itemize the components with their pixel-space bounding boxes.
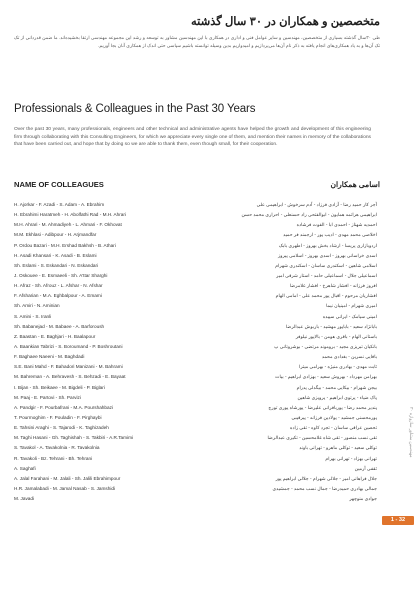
english-name-row: M. Bahreman - A. Behravesh - S. Behzadi - E. Bayaat — [14, 374, 126, 380]
english-name-row: A. Jalal Farahani - M. Jalali - Sh. Jalili Ebrahimpour — [14, 475, 121, 481]
persian-name-row: آجر کار حمید رضا - آزادی فرزاد - آدم سرخوش - ابراهیمی علی — [256, 202, 377, 207]
english-name-row: S. Tavakol - A. Tavakolnia - R. Tavakolnia — [14, 445, 100, 451]
english-name-row: S.E. Bani Mahd - F. Bahadori Manizani - M. Bahrami — [14, 364, 123, 370]
english-intro-paragraph: Over the past 30 years, many professionals, engineers and other technical and administrative agents have helped the growth and development of this engineering firm through collaborating with this Consulting Engineers, for which we appreciate every single one of them, and mention their names in memory of the collaborations that have been carried out, and hope that by doing so we are able to thank them, even though small, for their cooperation. — [14, 127, 371, 148]
persian-name-row: پندیر محمد رضا - پوربافرانی علیرضا - پورشاه پوری تورج — [268, 404, 377, 410]
persian-name-row: احمدیه شهناز - احمدی ابا - الفوت فرشاده — [296, 222, 377, 228]
english-name-row: Sh. Eslami - S. Eskandari - N. Eskandari — [14, 262, 99, 268]
english-name-row: M.H. Ahrari - M. Ahmadiyeh - L. Ahmari - F. Okhovat — [14, 222, 122, 228]
english-name-row: J. Oskouee - E. Esmaeeli - Sh. A'ttar Sharghi — [14, 272, 108, 278]
english-name-row: R. Tavakoli - Bz. Tehrani - Bh. Tehrani — [14, 455, 93, 461]
persian-names-list — [203, 200, 377, 504]
english-name-row: P. Ordou Bazari - M.H. Ershad Bakhsh - B. Athari — [14, 242, 116, 248]
english-name-row: S. Amini - S. Iranli — [14, 313, 52, 319]
persian-name-row: بانکیان تبریزی مجید - بروموند مرتضی - بوشروتانی پ — [274, 343, 377, 349]
english-name-row: A. Baankian Tabrizi - S. Boroumand - P. Boshroutani — [14, 343, 123, 349]
english-column-heading: NAME OF COLLEAGUES — [14, 180, 104, 189]
persian-name-row: تحصین عراقی ساسان - تجرد کاوه - تقی زاده — [290, 425, 377, 431]
english-name-row: H. Ajorkar - F. Azadi - S. Adam - A. Ebrahim — [14, 202, 105, 207]
persian-name-row: بهرامن مهرداد - بهروش سعید - بهزادی ابراهیم - بیات — [275, 374, 377, 380]
english-names-list — [14, 200, 198, 504]
english-title: Professionals & Colleagues in the Past 30 Years — [14, 103, 256, 115]
persian-name-row: باستانی الهام - باقری هومن - بالاپور نیلوفر — [295, 333, 377, 339]
persian-name-row: پاک ضیاء - پرتوی ابراهیم - پرویزی شاهین — [297, 394, 377, 400]
english-name-row: F. Afsharian - M.A. Eghbalpour - A. Emami — [14, 293, 102, 299]
persian-name-row: اسماعیلی جلال - اسماعیلی حامد - استار شرقی امیر — [276, 272, 377, 278]
persian-name-row: اخلاصی محمد مهدی - ادیب پور - ارجمند فر حمید — [283, 232, 377, 238]
persian-name-row: امیری شهرام - امینیان نیما — [326, 303, 377, 309]
persian-name-row: تهرانی بهزاد - تهرانی بهرام — [325, 455, 377, 461]
english-name-row: Sh. Amiri - N. Aminian — [14, 303, 60, 309]
persian-name-row: بیجن شهرام - بیکایی محمد - بیگدلی پدرام — [296, 384, 377, 390]
english-name-row: T. Pourmoghim - F. Pouladin - F. Pirghaybi — [14, 414, 102, 420]
persian-name-row: ثابت مهدی - بهادری منیژه - بهرامی میترا — [299, 364, 377, 370]
persian-name-row: اسلامی شاهین - اسکندری ساسان - اسکندری شهرام — [275, 262, 377, 268]
persian-name-row: افروز فرزانه - افشار شاهرخ - افشار غلامرضا — [289, 283, 377, 289]
persian-name-row: ابراهیمی هراتمه همایون - ابوالفتحی راد حسنعلی - احراری محمد حسن — [241, 212, 377, 218]
english-name-row: E. Tahsini Araghi - S. Tajarodi - K. Taghizadeh — [14, 425, 109, 431]
english-name-row: Z. Baastan - E. Baghjari - H. Baalapour — [14, 333, 96, 339]
english-name-row: F. Baghaee Naeeni - M. Baghdadi — [14, 354, 85, 360]
persian-name-row: بابانژاد سعید - باباپور مهشید - باربوش عبدالرضا — [285, 323, 377, 329]
english-name-row: M. Paaj - E. Partovi - Sh. Parvizi — [14, 394, 81, 400]
page-number: 1 - 32 — [390, 517, 406, 523]
persian-name-row: توکلی سعید - توکلی ماهرو - تهرانی باوند — [299, 445, 377, 451]
persian-name-row: جمالی بهادری حمیدرضا - جمال نسب محمد - جمشیدی — [272, 485, 377, 491]
persian-column-heading: اسامی همکاران — [330, 180, 380, 189]
persian-name-row: ثقفی آرمین — [354, 465, 377, 471]
english-name-row: A. Pandgir - F. Pourbafrani - M.A. Pourshahbazi — [14, 404, 114, 410]
persian-name-row: جوادی منوچهر — [349, 496, 377, 502]
english-name-row: A. Saghafi — [14, 465, 36, 471]
side-running-title: مهندسین مشاور سازوازه ۳۰ — [409, 406, 414, 458]
persian-intro-paragraph: طی ۳۰سال گذشته بسیاری از متخصصین، مهندسین و سایر عوامل فنی و اداری در همکاری با این مهندسین مشاور به توسعه و رشد این مجموعه مهندسی ارتقا بخشیده‌اند. ما ضمن قدردانی از تک تک آن‌ها و به یاد همکاری‌های انجام یافته به ذکر نام آن‌ها می‌پردازیم و امیدواریم بدین وسیله توانسته باشیم سپاسی حتی اندک از همکاری آنان بجا آوریم. — [14, 35, 380, 48]
english-name-row: Sh. Babanejad - M. Babaee - A. Barforoush — [14, 323, 105, 329]
persian-name-row: تقی نسب منصور - تقی شاه غلامحسین - تکیری عبدالرضا — [267, 435, 377, 441]
persian-name-row: امینی سیامک - ایرانی سپیده — [322, 313, 377, 319]
english-name-row: M.M. Ekhlasi - Adibpour - H. Arjmandfar — [14, 232, 97, 238]
english-name-row: H.R. Jamalabadi - M. Jamal Nasab - S. Jamshidi — [14, 485, 116, 491]
persian-name-row: بافایی نسرین - بغدادی محمد — [321, 354, 377, 360]
persian-name-row: پورمحسنی جمشید - پولادین فرزانه - پیرقیبی — [291, 414, 377, 420]
persian-title: متخصصین و همکاران در ۳۰ سال گذشته — [190, 16, 380, 28]
english-name-row: H. Ebrahimi Haratmeh - H. Abolfathi Rad - M.H. Ahrari — [14, 212, 127, 218]
english-name-row: M. Javadi — [14, 496, 35, 502]
english-name-row: H. Asadi Khansari - K. Asadi - B. Eslami — [14, 252, 97, 258]
persian-name-row: افشاریان مرحوم - اقبال پور محمد علی - امامی الهام — [275, 293, 377, 299]
persian-name-row: اردوبازاری پریسا - ارشاد بخش بهروز - اطهری بابک — [278, 242, 377, 248]
english-name-row: I. Bijan - Sh. Beikaee - M. Bigdeli - P. Biglari — [14, 384, 105, 390]
english-name-row: H. Afraz - Sh. Afrouz - L. Afshar - N. Afshar — [14, 283, 103, 289]
english-name-row: M. Taghi Hasani - Gh. Taghishah - S. Takbiri - A.R.Tamimi — [14, 435, 134, 441]
persian-name-row: جلال فراهانی امیر - جلالی شهرام - جلالی ابراهیم پور — [275, 475, 377, 481]
persian-name-row: اسدی خراسانی بهروز - اسدی بهروز - اسلامی پیروز — [277, 252, 377, 258]
